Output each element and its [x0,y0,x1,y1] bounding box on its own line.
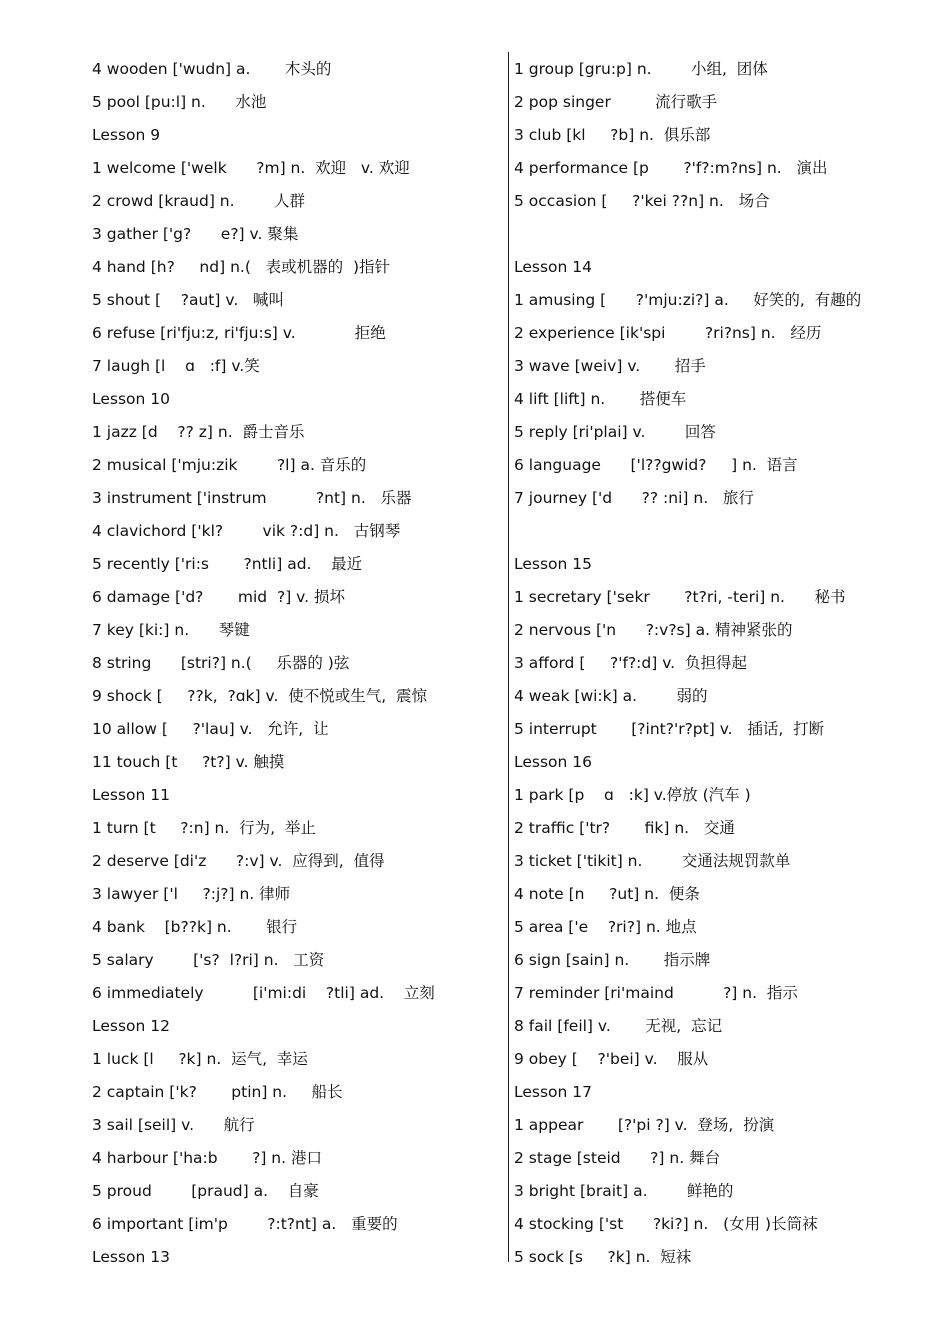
vocab-entry: 4 hand [h? nd] n.( 表或机器的 )指针 [92,258,391,276]
lesson-heading: Lesson 17 [514,1083,593,1101]
vocab-entry: 5 reply [ri'plai] v. 回答 [514,423,716,441]
vocab-entry: 5 recently ['ri:s ?ntli] ad. 最近 [92,555,363,573]
lesson-heading: Lesson 16 [514,753,593,771]
vocab-entry: 3 ticket ['tikit] n. 交通法规罚款单 [514,852,791,870]
vocab-entry: 4 performance [p ?'f?:m?ns] n. 演出 [514,159,828,177]
vocab-entry: 2 pop singer 流行歌手 [514,93,718,111]
vocab-entry: 1 park [p ɑ :k] v.停放 (汽车 ) [514,786,751,804]
blank-line [514,221,934,254]
vocab-entry: 6 immediately [i'mi:di ?tli] ad. 立刻 [92,984,435,1002]
vocab-entry: 2 nervous ['n ?:v?s] a. 精神紧张的 [514,621,793,639]
vocab-entry: 5 occasion [ ?'kei ??n] n. 场合 [514,192,770,210]
vocab-entry: 4 note [n ?ut] n. 便条 [514,885,700,903]
vocab-entry: 1 secretary ['sekr ?t?ri, -teri] n. 秘书 [514,588,846,606]
vocab-entry: 6 damage ['d? mid ?] v. 损坏 [92,588,346,606]
right-column [514,56,934,1277]
blank-line [514,518,934,551]
vocab-entry: 1 amusing [ ?'mju:zi?] a. 好笑的, 有趣的 [514,291,862,309]
vocab-entry: 1 appear [?'pi ?] v. 登场, 扮演 [514,1116,775,1134]
vocab-entry: 2 crowd [kraud] n. 人群 [92,192,305,210]
vocab-entry: 2 experience [ik'spi ?ri?ns] n. 经历 [514,324,822,342]
lesson-heading: Lesson 9 [92,126,161,144]
vocab-entry: 3 gather ['g? e?] v. 聚集 [92,225,299,243]
vocab-entry: 5 shout [ ?aut] v. 喊叫 [92,291,285,309]
vocab-entry: 5 interrupt [?int?'r?pt] v. 插话, 打断 [514,720,825,738]
vocab-entry: 3 bright [brait] a. 鲜艳的 [514,1182,734,1200]
vocab-entry: 6 important [im'p ?:t?nt] a. 重要的 [92,1215,398,1233]
vocab-entry: 10 allow [ ?'lau] v. 允许, 让 [92,720,329,738]
vocab-entry: 7 laugh [l ɑ :f] v.笑 [92,357,260,375]
vocab-entry: 7 reminder [ri'maind ?] n. 指示 [514,984,798,1002]
vocab-entry: 5 area ['e ?ri?] n. 地点 [514,918,697,936]
lesson-heading: Lesson 15 [514,555,593,573]
column-divider [508,52,509,1262]
vocab-entry: 3 lawyer ['l ?:j?] n. 律师 [92,885,291,903]
vocab-entry: 4 bank [b??k] n. 银行 [92,918,298,936]
vocab-entry: 3 club [kl ?b] n. 俱乐部 [514,126,711,144]
vocab-entry: 5 pool [pu:l] n. 水池 [92,93,267,111]
vocab-entry: 7 key [ki:] n. 琴键 [92,621,250,639]
vocab-entry: 9 obey [ ?'bei] v. 服从 [514,1050,709,1068]
vocab-entry: 4 clavichord ['kl? vik ?:d] n. 古钢琴 [92,522,401,540]
vocab-entry: 6 language ['l??gwid? ] n. 语言 [514,456,798,474]
vocab-entry: 4 harbour ['ha:b ?] n. 港口 [92,1149,322,1167]
lesson-heading: Lesson 10 [92,390,171,408]
vocab-entry: 1 luck [l ?k] n. 运气, 幸运 [92,1050,308,1068]
lesson-heading: Lesson 13 [92,1248,171,1266]
vocab-entry: 5 salary ['s? l?ri] n. 工资 [92,951,325,969]
vocab-entry: 3 wave [weiv] v. 招手 [514,357,706,375]
vocab-entry: 2 musical ['mju:zik ?l] a. 音乐的 [92,456,367,474]
vocab-entry: 2 traffic ['tr? fik] n. 交通 [514,819,735,837]
vocab-entry: 4 weak [wi:k] a. 弱的 [514,687,708,705]
vocab-entry: 4 lift [lift] n. 搭便车 [514,390,687,408]
vocab-entry: 9 shock [ ??k, ?ɑk] v. 使不悦或生气, 震惊 [92,687,428,705]
lesson-heading: Lesson 12 [92,1017,171,1035]
vocab-entry: 6 sign [sain] n. 指示牌 [514,951,711,969]
vocab-entry: 11 touch [t ?t?] v. 触摸 [92,753,285,771]
vocab-entry: 3 afford [ ?'f?:d] v. 负担得起 [514,654,747,672]
vocab-entry: 5 proud [praud] a. 自豪 [92,1182,319,1200]
vocab-entry: 8 fail [feil] v. 无视, 忘记 [514,1017,723,1035]
vocab-entry: 2 deserve [di'z ?:v] v. 应得到, 值得 [92,852,385,870]
vocab-entry: 8 string [stri?] n.( 乐器的 )弦 [92,654,350,672]
vocab-entry: 1 jazz [d ?? z] n. 爵士音乐 [92,423,305,441]
vocab-entry: 7 journey ['d ?? :ni] n. 旅行 [514,489,754,507]
vocab-entry: 4 stocking ['st ?ki?] n. (女用 )长筒袜 [514,1215,818,1233]
left-column [92,56,492,1277]
lesson-heading: Lesson 14 [514,258,593,276]
vocab-entry: 2 captain ['k? ptin] n. 船长 [92,1083,343,1101]
vocab-entry: 1 group [gru:p] n. 小组, 团体 [514,60,768,78]
vocab-entry: 4 wooden ['wudn] a. 木头的 [92,60,332,78]
vocab-entry: 1 welcome ['welk ?m] n. 欢迎 v. 欢迎 [92,159,410,177]
vocab-entry: 3 sail [seil] v. 航行 [92,1116,255,1134]
vocab-entry: 1 turn [t ?:n] n. 行为, 举止 [92,819,316,837]
vocab-entry: 3 instrument ['instrum ?nt] n. 乐器 [92,489,412,507]
vocab-entry: 6 refuse [ri'fju:z, ri'fju:s] v. 拒绝 [92,324,386,342]
vocab-entry: 5 sock [s ?k] n. 短袜 [514,1248,692,1266]
lesson-heading: Lesson 11 [92,786,171,804]
vocab-entry: 2 stage [steid ?] n. 舞台 [514,1149,721,1167]
